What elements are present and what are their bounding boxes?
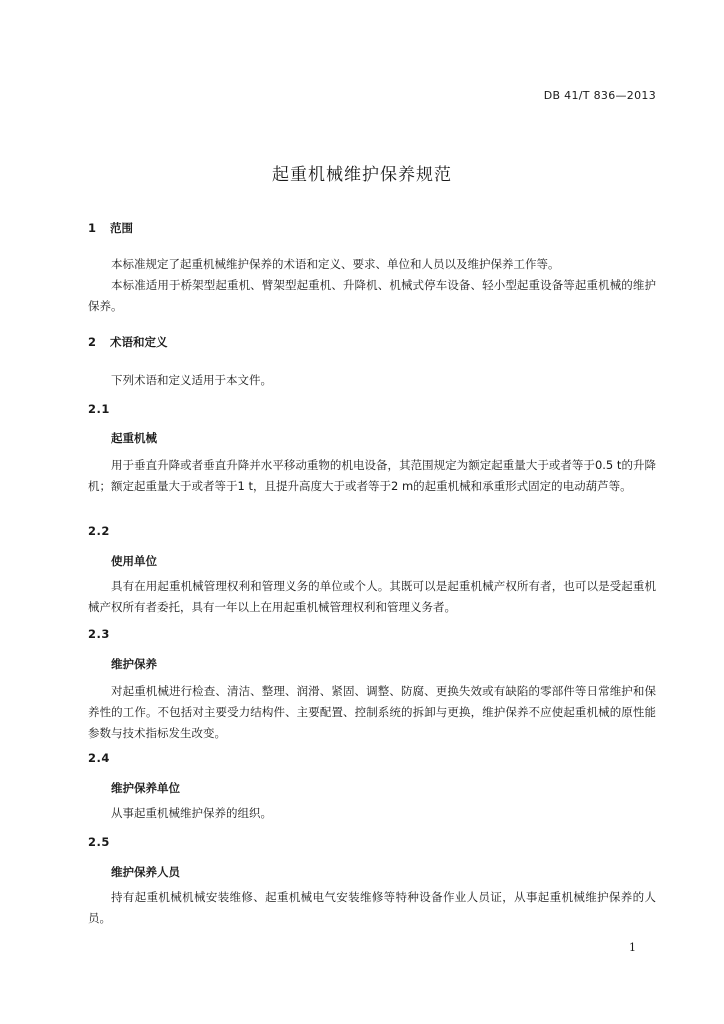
term-definition: 用于垂直升降或者垂直升降并水平移动重物的机电设备，其范围规定为额定起重量大于或者等于0.5 t的升降机；额定起重量大于或者等于1 t，且提升高度大于或者等于2 m的起重机械和承重形式固定的电动葫芦等。	[88, 458, 656, 493]
term-heading: 起重机械	[111, 431, 157, 445]
terms-intro: 下列术语和定义适用于本文件。	[111, 373, 272, 387]
page-number: 1	[629, 941, 636, 954]
clause-number: 2.3	[88, 627, 110, 641]
term-heading: 维护保养	[111, 657, 157, 671]
term-heading: 维护保养单位	[111, 781, 180, 795]
term-definition: 从事起重机械维护保养的组织。	[111, 806, 272, 820]
term-definition: 对起重机械进行检查、清洁、整理、润滑、紧固、调整、防腐、更换失效或有缺陷的零部件等日常维护和保养性的工作。不包括对主要受力结构件、主要配置、控制系统的拆卸与更换，维护保养不应使起重机械的原性能参数与技术指标发生改变。	[88, 684, 656, 740]
section-1-title: 范围	[110, 221, 134, 235]
section-2-number: 2	[88, 335, 97, 349]
scope-paragraph-2: 本标准适用于桥架型起重机、臂架型起重机、升降机、机械式停车设备、轻小型起重设备等起重机械的维护保养。	[88, 278, 656, 313]
section-2-title: 术语和定义	[110, 335, 168, 349]
term-definition: 持有起重机械机械安装维修、起重机械电气安装维修等特种设备作业人员证，从事起重机械维护保养的人员。	[88, 890, 656, 925]
scope-paragraph-1: 本标准规定了起重机械维护保养的术语和定义、要求、单位和人员以及维护保养工作等。	[111, 257, 560, 271]
standard-id: DB 41/T 836—2013	[543, 89, 656, 102]
clause-number: 2.2	[88, 524, 110, 538]
term-heading: 维护保养人员	[111, 865, 180, 879]
clause-number: 2.1	[88, 402, 110, 416]
term-definition: 具有在用起重机械管理权利和管理义务的单位或个人。其既可以是起重机械产权所有者，也可以是受起重机械产权所有者委托，具有一年以上在用起重机械管理权利和管理义务者。	[88, 579, 656, 614]
document-title: 起重机械维护保养规范	[272, 165, 452, 185]
section-2-heading	[88, 334, 168, 350]
section-1-heading	[88, 220, 133, 236]
term-heading: 使用单位	[111, 554, 157, 568]
section-1-number: 1	[88, 221, 97, 235]
clause-number: 2.5	[88, 835, 110, 849]
clause-number: 2.4	[88, 751, 110, 765]
